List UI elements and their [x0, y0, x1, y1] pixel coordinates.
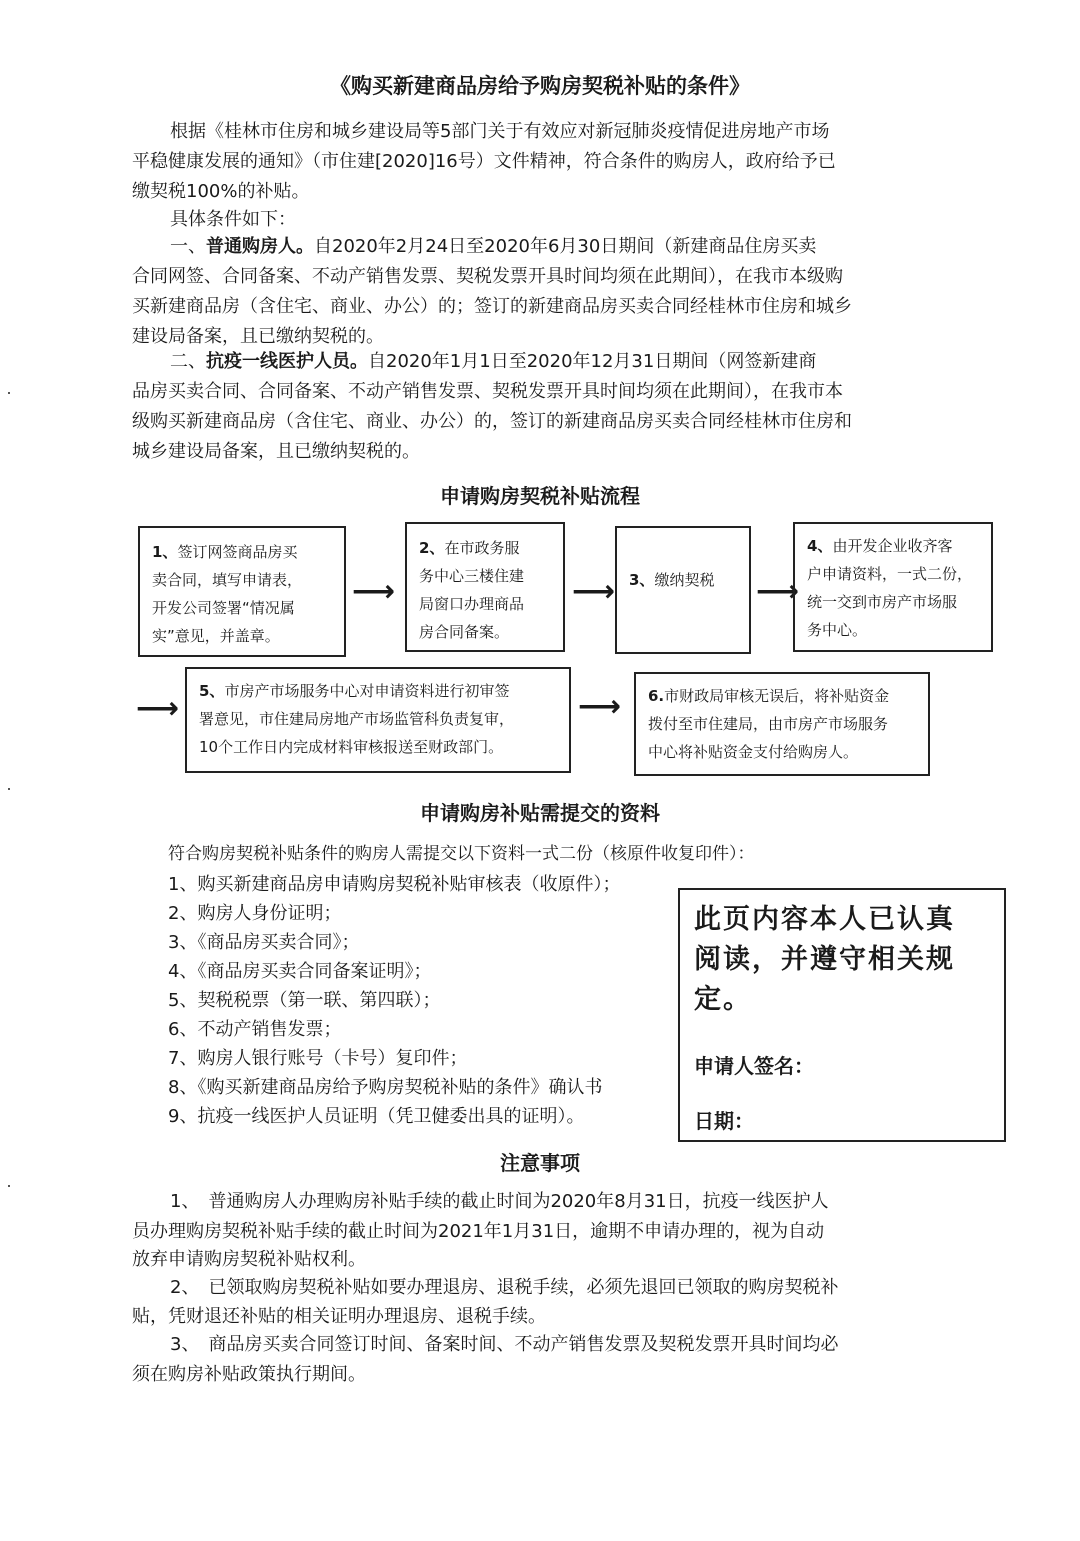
materials-list: [168, 870, 620, 1131]
step-line: [152, 538, 332, 566]
scan-mark: [8, 392, 10, 394]
materials-item: 9、抗疫一线医护人员证明（凭卫健委出具的证明）。: [168, 1106, 585, 1127]
step-line: 开发公司签署“情况属: [152, 599, 295, 617]
step-line: 署意见，市住建局房地产市场监管科负责复审，: [199, 710, 515, 728]
note-1-line: 员办理购房契税补贴手续的截止时间为2021年1月31日，逾期不申请办理的，视为自动: [132, 1221, 825, 1242]
materials-item: 4、《商品房买卖合同备案证明》；: [168, 961, 432, 982]
materials-item: 5、契税税票（第一联、第四联）；: [168, 990, 441, 1011]
signature-field[interactable]: 申请人签名：: [694, 1054, 814, 1078]
materials-heading: 申请购房补贴需提交的资料: [420, 801, 660, 825]
condition-1-title: 普通购房人。: [206, 236, 314, 257]
intro-line: 平稳健康发展的通知》（市住建[2020]16号）文件精神，符合条件的购房人，政府给予已: [132, 151, 836, 172]
step-line: 拨付至市住建局，由市房产市场服务: [648, 715, 889, 733]
confirmation-text: 阅读，并遵守相关规: [694, 944, 955, 975]
materials-item: 2、购房人身份证明；: [168, 903, 342, 924]
step-line: 务中心。: [807, 621, 868, 639]
step-text: 由开发企业收齐客: [832, 537, 953, 555]
condition-1: [132, 232, 970, 262]
condition-2-line: 级购买新建商品房（含住宅、商业、办公）的，签订的新建商品房买卖合同经桂林市住房和: [132, 411, 852, 432]
confirmation-box: [678, 888, 1006, 1142]
note-2-line: 贴，凭财退还补贴的相关证明办理退房、退税手续。: [132, 1306, 546, 1327]
scan-mark: [8, 788, 10, 790]
materials-item: 8、《购买新建商品房给予购房契税补贴的条件》确认书: [168, 1077, 603, 1098]
step-line: 局窗口办理商品: [419, 595, 525, 613]
condition-1-line: 买新建商品房（含住宅、商业、办公）的；签订的新建商品房买卖合同经桂林市住房和城乡: [132, 296, 852, 317]
arrow-icon: ⟶: [352, 574, 396, 609]
note-1-line: 放弃申请购房契税补贴权利。: [132, 1249, 366, 1270]
materials-item: 3、《商品房买卖合同》；: [168, 932, 360, 953]
condition-2-line: 城乡建设局备案，且已缴纳契税的。: [132, 441, 420, 462]
page-title: 《购买新建商品房给予购房契税补贴的条件》: [330, 74, 750, 98]
intro-line: 缴契税100%的补贴。: [132, 181, 310, 202]
arrow-icon: ⟶: [578, 689, 622, 724]
step-number: 4、: [807, 537, 833, 555]
note-3: 3、 商品房买卖合同签订时间、备案时间、不动产销售发票及契税发票开具时间均必: [170, 1334, 839, 1355]
arrow-icon: ⟶: [136, 691, 180, 726]
step-line: 中心将补贴资金支付给购房人。: [648, 743, 859, 761]
scan-mark: [8, 1185, 10, 1187]
step-line: 户申请资料，一式二份，: [807, 565, 973, 583]
step-line: [648, 682, 916, 710]
notes-heading: 注意事项: [500, 1151, 580, 1175]
step-line: 卖合同，填写申请表，: [152, 571, 303, 589]
process-step-6: [634, 672, 930, 776]
arrow-icon: ⟶: [756, 574, 800, 609]
condition-2-title: 抗疫一线医护人员。: [206, 351, 368, 372]
process-heading: 申请购房契税补贴流程: [440, 484, 640, 508]
step-line: 务中心三楼住建: [419, 567, 525, 585]
condition-2-line: 品房买卖合同、合同备案、不动产销售发票、契税发票开具时间均须在此期间），在我市本: [132, 381, 843, 402]
step-text: 签订网签商品房买: [177, 543, 298, 561]
process-step-1: [138, 526, 346, 657]
step-number: 3、: [629, 571, 655, 589]
condition-1-line: 合同网签、合同备案、不动产销售发票、契税发票开具时间均须在此期间），在我市本级购: [132, 266, 843, 287]
condition-1-text: 自2020年2月24日至2020年6月30日期间（新建商品住房买卖: [314, 236, 817, 257]
conditions-heading: 具体条件如下：: [170, 209, 296, 230]
materials-intro: 符合购房契税补贴条件的购房人需提交以下资料一式二份（核原件收复印件）：: [168, 844, 755, 864]
condition-1-prefix: 一、: [170, 236, 206, 257]
intro-line: 根据《桂林市住房和城乡建设局等5部门关于有效应对新冠肺炎疫情促进房地产市场: [170, 121, 830, 142]
step-line: 统一交到市房产市场服: [807, 593, 958, 611]
condition-2: [132, 347, 970, 377]
step-line: [419, 534, 551, 562]
step-text: 缴纳契税: [654, 571, 715, 589]
materials-item: 6、不动产销售发票；: [168, 1019, 342, 1040]
note-3-line: 须在购房补贴政策执行期间。: [132, 1364, 366, 1385]
step-line: 房合同备案。: [419, 623, 510, 641]
step-number: 6.: [648, 687, 665, 705]
process-step-5: [185, 667, 571, 773]
condition-1-line: 建设局备案，且已缴纳契税的。: [132, 326, 384, 347]
step-text: 市房产市场服务中心对申请资料进行初审签: [224, 682, 510, 700]
condition-2-prefix: 二、: [170, 351, 206, 372]
step-line: 10个工作日内完成材料审核报送至财政部门。: [199, 738, 504, 756]
step-line: [807, 532, 979, 560]
step-text: 在市政务服: [444, 539, 520, 557]
condition-2-text: 自2020年1月1日至2020年12月31日期间（网签新建商: [368, 351, 817, 372]
step-text: 市财政局审核无误后，将补贴资金: [664, 687, 890, 705]
arrow-icon: ⟶: [572, 574, 616, 609]
process-step-2: [405, 522, 565, 652]
step-line: 实”意见，并盖章。: [152, 627, 280, 645]
step-number: 5、: [199, 682, 225, 700]
step-number: 2、: [419, 539, 445, 557]
note-2: 2、 已领取购房契税补贴如要办理退房、退税手续，必须先退回已领取的购房契税补: [170, 1277, 839, 1298]
date-field[interactable]: 日期：: [694, 1109, 754, 1133]
materials-item: 7、购房人银行账号（卡号）复印件；: [168, 1048, 468, 1069]
step-line: [629, 566, 737, 594]
confirmation-text: 此页内容本人已认真: [694, 904, 955, 935]
materials-item: 1、购买新建商品房申请购房契税补贴审核表（收原件）；: [168, 874, 621, 895]
note-1: 1、 普通购房人办理购房补贴手续的截止时间为2020年8月31日，抗疫一线医护人: [170, 1191, 829, 1212]
process-step-3: [615, 526, 751, 654]
step-line: [199, 677, 557, 705]
step-number: 1、: [152, 543, 178, 561]
confirmation-text: 定。: [694, 984, 752, 1015]
process-step-4: [793, 522, 993, 652]
